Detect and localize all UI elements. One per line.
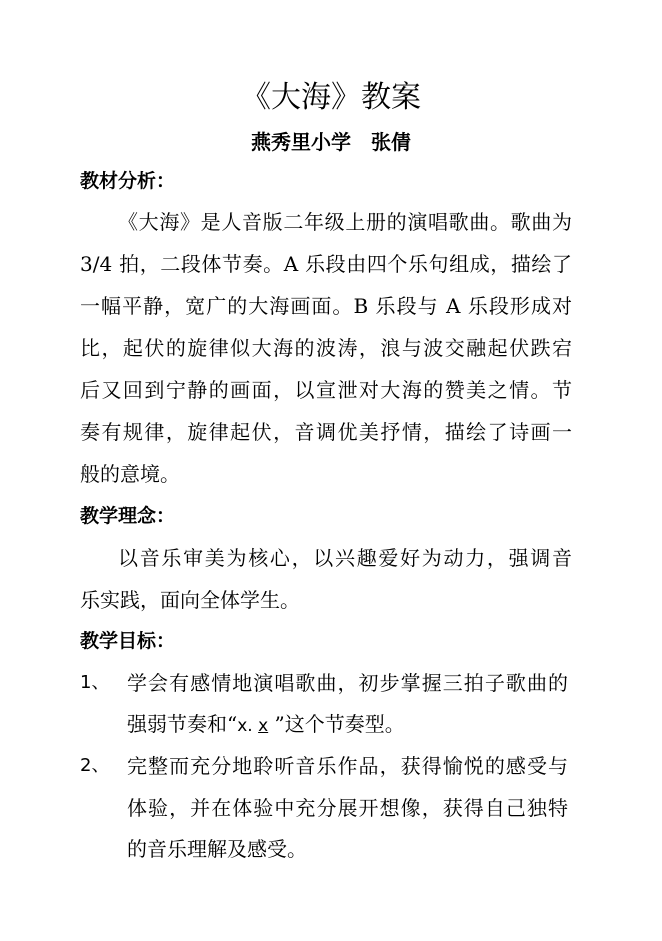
document-title: 《大海》教案 <box>241 80 421 115</box>
list-item-text: ”这个节奏型。 <box>268 712 405 736</box>
section-heading-teaching-objectives: 教学目标： <box>80 630 176 652</box>
section-heading-material-analysis: 教材分析： <box>80 170 176 192</box>
paragraph-line: 《大海》是人音版二年级上册的演唱歌曲。歌曲为 <box>118 210 572 234</box>
paragraph-line: 3/4 拍，二段体节奏。A 乐段由四个乐句组成，描绘了 <box>80 252 572 276</box>
list-item-number: 1、 <box>80 672 110 693</box>
paragraph-line: 般的意境。 <box>80 462 180 486</box>
section-heading-teaching-philosophy: 教学理念： <box>80 505 176 527</box>
paragraph-line: 比，起伏的旋律似大海的波涛，浪与波交融起伏跌宕 <box>80 336 572 360</box>
list-item-text: 强弱节奏和“ <box>127 712 238 736</box>
paragraph-line: 后又回到宁静的画面，以宣泄对大海的赞美之情。节 <box>80 378 572 402</box>
list-item-line: 的音乐理解及感受。 <box>127 837 307 861</box>
list-item-line: 体验，并在体验中充分展开想像，获得自己独特 <box>127 796 568 820</box>
paragraph-line: 乐实践，面向全体学生。 <box>80 588 300 612</box>
paragraph-line: 一幅平静，宽广的大海画面。B 乐段与 A 乐段形成对 <box>80 294 572 318</box>
rhythm-notation <box>237 716 268 736</box>
document-subtitle: 燕秀里小学 张倩 <box>251 130 411 154</box>
list-item-number: 2、 <box>80 755 110 776</box>
list-item-line: 学会有感情地演唱歌曲，初步掌握三拍子歌曲的 <box>127 671 568 695</box>
list-item-line: 完整而充分地聆听音乐作品，获得愉悦的感受与 <box>127 754 568 778</box>
list-item-line <box>127 709 568 741</box>
rhythm-eighth-note: x <box>258 716 269 736</box>
rhythm-dotted-note: x. <box>237 716 253 736</box>
paragraph-line: 奏有规律，旋律起伏，音调优美抒情，描绘了诗画一 <box>80 420 572 444</box>
paragraph-line: 以音乐审美为核心，以兴趣爱好为动力，强调音 <box>118 546 572 570</box>
